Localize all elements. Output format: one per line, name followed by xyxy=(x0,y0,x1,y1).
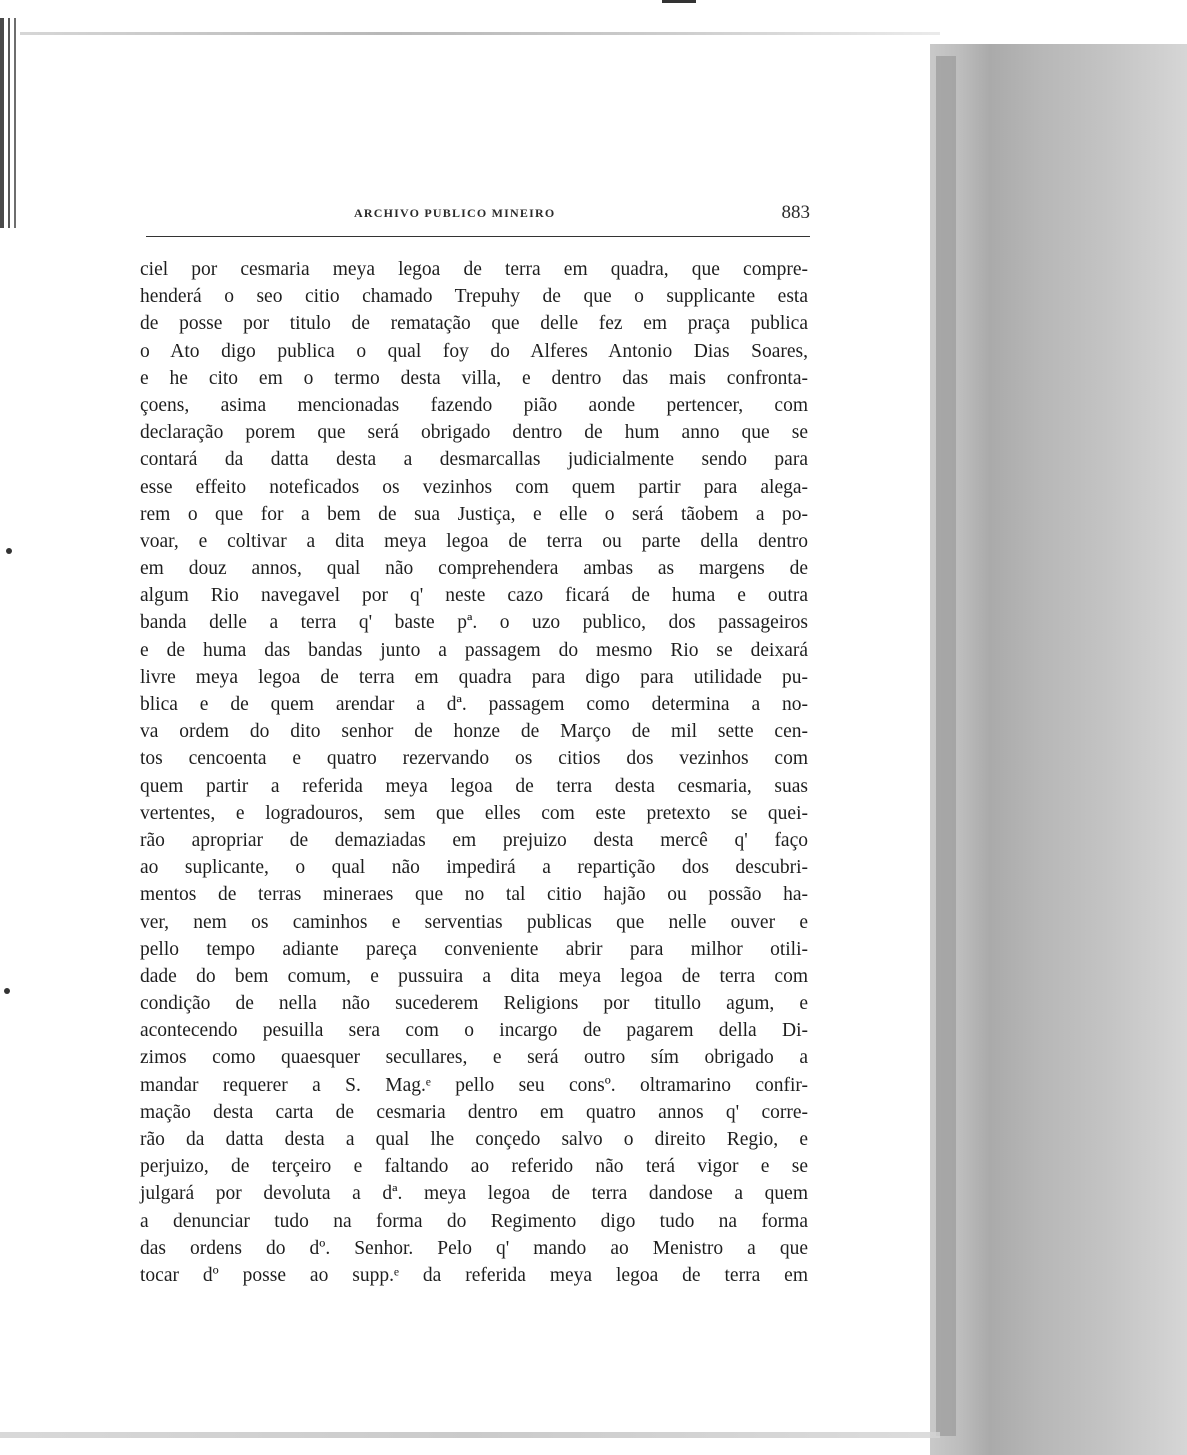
text-line: voar, e coltivar a dita meya legoa de terra ou parte della dentro xyxy=(140,530,808,552)
text-line: acontecendo pesuilla sera com o incargo de pagarem della Di- xyxy=(140,1020,808,1042)
text-line: contará da datta desta a desmarcallas judicialmente sendo para xyxy=(140,449,808,471)
text-line: vertentes, e logradouros, sem que elles com este pretexto se quei- xyxy=(140,802,808,824)
text-line: quem partir a referida meya legoa de terra desta cesmaria, suas xyxy=(140,775,808,797)
text-line: rão da datta desta a qual lhe conçedo salvo o direito Regio, e xyxy=(140,1129,808,1150)
text-line: mação desta carta de cesmaria dentro em quatro annos q' corre- xyxy=(140,1101,808,1123)
text-line: zimos como quaesquer secullares, e será outro sím obrigado a xyxy=(140,1047,808,1069)
page-bottom-edge xyxy=(0,1432,940,1438)
text-line: e he cito em o termo desta villa, e dentro das mais confronta- xyxy=(140,367,808,389)
page-top-edge xyxy=(20,32,940,35)
text-line: rão apropriar de demaziadas em prejuizo desta mercê q' faço xyxy=(140,829,808,851)
text-line: condição de nella não sucederem Religions por titullo agum, e xyxy=(140,993,808,1015)
text-line: declaração porem que será obrigado dentro de hum anno que se xyxy=(140,422,808,444)
book-page-shadow xyxy=(936,56,956,1436)
running-title: ARCHIVO PUBLICO MINEIRO xyxy=(354,206,556,220)
body-text xyxy=(140,256,808,1289)
text-line: perjuizo, de terçeiro e faltando ao referido não terá vigor e se xyxy=(140,1156,808,1178)
text-line: esse effeito noteficados os vezinhos com quem partir para alega- xyxy=(140,476,808,498)
text-line: çoens, asima mencionadas fazendo pião aonde pertencer, com xyxy=(140,394,808,416)
page-number: 883 xyxy=(781,202,810,223)
text-line: em douz annos, qual não comprehendera ambas as margens de xyxy=(140,558,808,580)
text-line: ver, nem os caminhos e serventias publicas que nelle ouver e xyxy=(140,911,808,933)
text-line: pello tempo adiante pareça conveniente abrir para milhor otili- xyxy=(140,938,808,960)
text-line: das ordens do dº. Senhor. Pelo q' mando ao Menistro a que xyxy=(140,1237,808,1259)
text-line: livre meya legoa de terra em quadra para digo para utilidade pu- xyxy=(140,666,808,688)
text-line: henderá o seo citio chamado Trepuhy de que o supplicante esta xyxy=(140,286,808,308)
scan-mark xyxy=(662,0,696,3)
scan-speck xyxy=(4,988,10,994)
scan-speck xyxy=(6,548,12,554)
text-line: e de huma das bandas junto a passagem do mesmo Rio se deixará xyxy=(140,639,808,661)
text-line: julgará por devoluta a dª. meya legoa de terra dandose a quem xyxy=(140,1183,808,1205)
text-line: de posse por titulo de rematação que delle fez em praça publica xyxy=(140,313,808,335)
text-line: rem o que for a bem de sua Justiça, e elle o será tãobem a po- xyxy=(140,503,808,525)
text-line: dade do bem comum, e pussuira a dita meya legoa de terra com xyxy=(140,965,808,987)
text-line: blica e de quem arendar a dª. passagem como determina a no- xyxy=(140,694,808,715)
text-line: algum Rio navegavel por q' neste cazo ficará de huma e outra xyxy=(140,585,808,607)
text-line: ao suplicante, o qual não impedirá a repartição dos descubri- xyxy=(140,857,808,879)
text-line: ciel por cesmaria meya legoa de terra em quadra, que compre- xyxy=(140,259,808,280)
text-line: tocar dº posse ao supp.ᵉ da referida meya legoa de terra em xyxy=(140,1264,808,1286)
book-page-stack xyxy=(930,44,1187,1455)
text-line: mandar requerer a S. Mag.ᵉ pello seu consº. oltramarino confir- xyxy=(140,1074,808,1096)
text-line: tos cencoenta e quatro rezervando os citios dos vezinhos com xyxy=(140,748,808,770)
text-line: va ordem do dito senhor de honze de Março de mil sette cen- xyxy=(140,721,808,743)
text-line: o Ato digo publica o qual foy do Alferes Antonio Dias Soares, xyxy=(140,340,808,362)
binding-edge xyxy=(0,18,22,228)
running-head xyxy=(146,198,810,234)
text-line: a denunciar tudo na forma do Regimento digo tudo na forma xyxy=(140,1210,808,1232)
text-line: mentos de terras mineraes que no tal citio hajão ou possão ha- xyxy=(140,884,808,906)
header-rule xyxy=(146,236,810,237)
text-line: banda delle a terra q' baste pª. o uzo publico, dos passageiros xyxy=(140,612,808,634)
